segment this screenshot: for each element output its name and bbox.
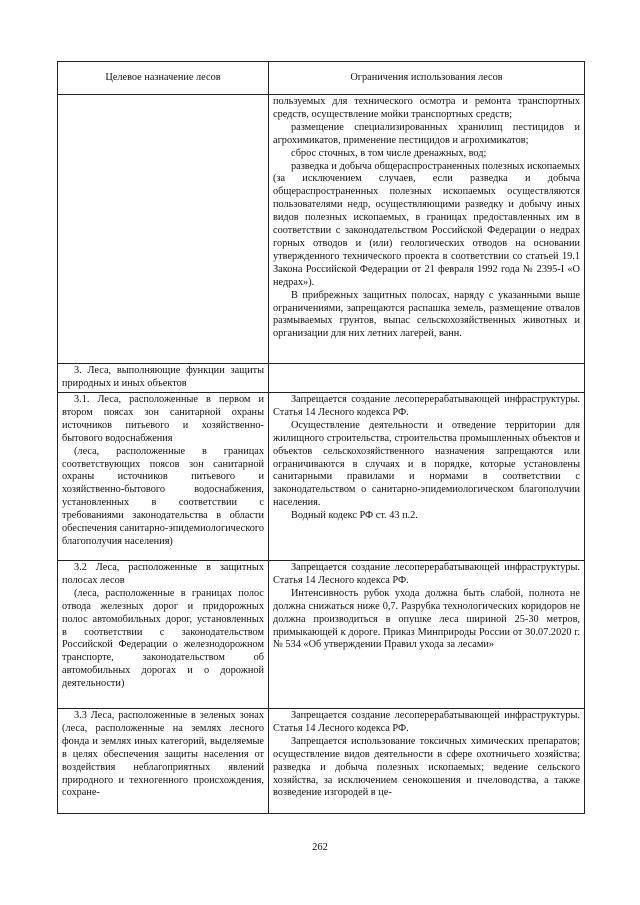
section-3-heading: 3. Леса, выполняющие функции защиты природных и иных объектов: [58, 364, 269, 393]
table-row-3-3: [58, 709, 585, 814]
page-number: 262: [312, 842, 328, 853]
row-3-3-right-cell: [269, 709, 585, 814]
row-description: (леса, расположенные в границах соответствующих поясов зон санитарной охраны источников питьевого и хозяйственно-бытового водоснабжения, установленных в соответствии с требованиями законодательства в области обеспечения санитарно-эпидемиологического благополучия населения): [62, 445, 264, 547]
paragraph: Запрещается создание лесоперерабатывающей инфраструктуры. Статья 14 Лесного кодекса РФ.: [273, 562, 580, 586]
table-row-section-3: [58, 364, 585, 393]
row-title: 3.2 Леса, расположенные в защитных полосах лесов: [62, 562, 264, 586]
paragraph: пользуемых для технического осмотра и ремонта транспортных средств, осуществление мойки транспортных средств;: [273, 96, 580, 120]
table-row-continuation: [58, 95, 585, 364]
section-3-right-cell: [269, 364, 585, 393]
header-usage-restrictions: Ограничения использования лесов: [269, 62, 585, 95]
row-3-1-right-cell: [269, 393, 585, 561]
row-3-2-left-cell: [58, 561, 269, 709]
paragraph: Запрещается создание лесоперерабатывающей инфраструктуры. Статья 14 Лесного кодекса РФ.: [273, 394, 580, 418]
table-row-3-2: [58, 561, 585, 709]
row-description: (леса, расположенные в границах полос отвода железных дорог и придорожных полос автомобильных дорог, установленных в соответствии с законодательством Российской Федерации о железнодорожном транспорте, законодательством об автомобильных дорогах и о дорожной деятельности): [62, 587, 264, 690]
paragraph: Водный кодекс РФ ст. 43 п.2.: [291, 510, 418, 522]
row-3-1-left-cell: [58, 393, 269, 561]
forest-restrictions-table: [57, 61, 585, 814]
table-header-row: [58, 62, 585, 95]
paragraph: размещение специализированных хранилищ пестицидов и агрохимикатов, применение пестицидов и агрохимикатов;: [273, 121, 580, 146]
paragraph: Запрещается создание лесоперерабатывающей инфраструктуры. Статья 14 Лесного кодекса РФ.: [273, 710, 580, 734]
paragraph: Осуществление деятельности и отведение территории для жилищного строительства, строительства промышленных объектов и объектов сельскохозяйственного назначения запрещаются или ограничиваются в случаях и в порядке, которые установлены санитарными правилами и нормами в соответствии с законодательством о санитарно-эпидемиологическом благополучии населения.: [273, 419, 580, 509]
row-3-3-left-cell: [58, 709, 269, 814]
row-3-2-right-cell: [269, 561, 585, 709]
row-title: 3.1. Леса, расположенные в первом и втором поясах зон санитарной охраны источников питьевого и хозяйственно-бытового водоснабжения: [62, 394, 264, 444]
continuation-left-cell: [58, 95, 269, 364]
header-forest-purpose: Целевое назначение лесов: [58, 62, 269, 95]
continuation-right-cell: [269, 95, 585, 364]
row-title: 3.3 Леса, расположенные в зеленых зонах (леса, расположенные на землях лесного фонда и землях иных категорий, выделяемые в целях обеспечения защиты населения от воздействия неблагоприятных явлений природного и техногенного происхождения, сохране-: [62, 710, 264, 799]
paragraph: Запрещается использование токсичных химических препаратов; осуществление видов деятельности в сфере охотничьего хозяйства; разведка и добыча полезных ископаемых; ведение сельского хозяйства, за исключением сенокошения и пчеловодства, а также возведение изгородей в це-: [273, 735, 580, 799]
paragraph: разведка и добыча общераспространенных полезных ископаемых (за исключением случаев, если разведка и добыча общераспространенных полезных ископаемых осуществляются пользователями недр, осуществляющими разведку и добычу иных видов полезных ископаемых, в границах предоставленных им в соответствии с законодательством Российской Федерации о недрах горных отводов и (или) геологических отводов на основании утвержденного технического проекта в соответствии со статьей 19.1 Закона Российской Федерации от 21 февраля 1992 года № 2395-I «О недрах»).: [273, 160, 580, 288]
paragraph: сброс сточных, в том числе дренажных, вод;: [291, 147, 487, 159]
paragraph: Интенсивность рубок ухода должна быть слабой, полнота не должна снижаться ниже 0,7. Разрубка технологических коридоров не должна производиться в опушке леса шириной 25-30 метров, примыкающей к дороге. Приказ Минприроды России от 30.07.2020 г. № 534 «Об утверждении Правил ухода за лесами»: [273, 587, 580, 651]
paragraph: В прибрежных защитных полосах, наряду с указанными выше ограничениями, запрещаются распашка земель, размещение отвалов размываемых грунтов, выпас сельскохозяйственных животных и организации для них летних лагерей, ванн.: [273, 289, 580, 340]
table-row-3-1: [58, 393, 585, 561]
